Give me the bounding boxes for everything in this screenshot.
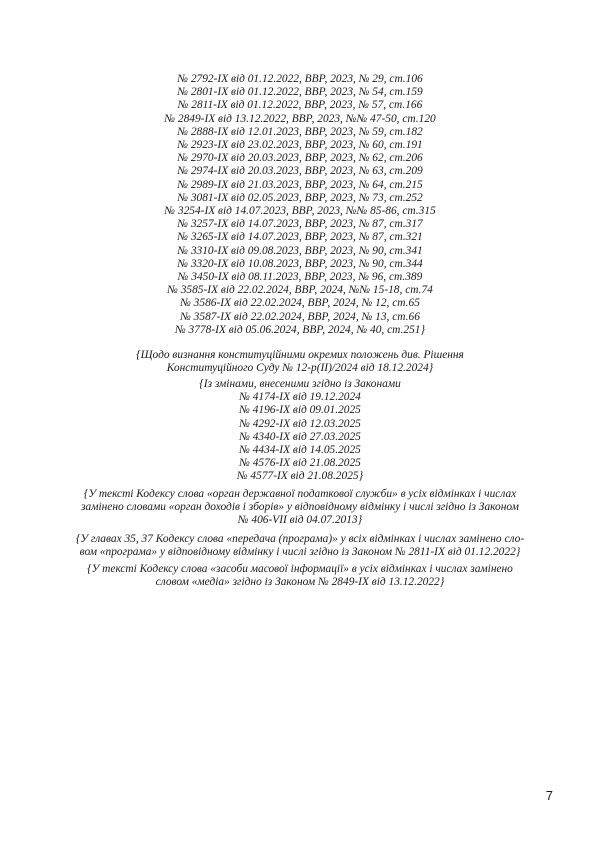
changes-law-entry: № 4196-IX від 09.01.2025 <box>239 404 361 417</box>
page-number: 7 <box>545 788 553 803</box>
note-line: {У главах 35, 37 Кодексу слова «передача (програма)» у всіх відмінках і числах замінено сло- <box>75 533 525 545</box>
amendment-entry: № 2970-IX від 20.03.2023, ВВР, 2023, № 62, ст.206 <box>177 152 423 165</box>
note-line: {Щодо визнання конституційними окремих положень див. Рішення <box>136 349 464 361</box>
amendment-entry: № 3585-IX від 22.02.2024, ВВР, 2024, №№ 15-18, ст.74 <box>167 284 433 297</box>
note-line: словом «медіа» згідно із Законом № 2849-IX від 13.12.2022} <box>155 576 445 589</box>
changes-note <box>50 378 550 484</box>
amendment-entry: № 2811-IX від 01.12.2022, ВВР, 2023, № 57, ст.166 <box>177 99 423 112</box>
amendment-entry: № 2989-IX від 21.03.2023, ВВР, 2023, № 64, ст.215 <box>177 178 423 191</box>
amendment-entry: № 3254-IX від 14.07.2023, ВВР, 2023, №№ 85-86, ст.315 <box>164 205 436 218</box>
note-line: замінено словами «орган доходів і зборів» у відповідному відмінку і числі згідно із Законом <box>81 501 519 514</box>
text-note-tax-service <box>50 488 550 528</box>
changes-heading: {Із змінами, внесеними згідно із Законами <box>199 378 401 390</box>
note-line: {У тексті Кодексу слова «орган державної податкової служби» в усіх відмінках і числах <box>83 488 517 500</box>
amendment-entry: № 3310-IX від 09.08.2023, ВВР, 2023, № 90, ст.341 <box>177 244 423 257</box>
note-line: {У тексті Кодексу слова «засоби масової інформації» в усіх відмінках і числах замінено <box>87 563 513 575</box>
changes-law-entry: № 4577-IX від 21.08.2025} <box>236 470 364 483</box>
note-line: вом «програма» у відповідному відмінку і числі згідно із Законом № 2811-IX від 01.12.2022} <box>79 546 521 559</box>
changes-law-entry: № 4434-IX від 14.05.2025 <box>239 444 361 457</box>
amendment-entry: № 2923-IX від 23.02.2023, ВВР, 2023, № 60, ст.191 <box>177 139 423 152</box>
amendment-entry: № 3320-IX від 10.08.2023, ВВР, 2023, № 90, ст.344 <box>177 257 423 270</box>
changes-law-entry: № 4576-IX від 21.08.2025 <box>239 457 361 470</box>
amendment-entry: № 2888-IX від 12.01.2023, ВВР, 2023, № 59, ст.182 <box>177 125 423 138</box>
amendment-entry: № 2849-IX від 13.12.2022, ВВР, 2023, №№ 47-50, ст.120 <box>164 112 436 125</box>
amendment-entry: № 3778-IX від 05.06.2024, ВВР, 2024, № 40, ст.251} <box>174 323 426 336</box>
changes-law-entry: № 4292-IX від 12.03.2025 <box>239 417 361 430</box>
text-note-media <box>50 563 550 589</box>
amendment-entry: № 3450-IX від 08.11.2023, ВВР, 2023, № 96, ст.389 <box>177 271 423 284</box>
amendment-entry: № 3081-IX від 02.05.2023, ВВР, 2023, № 73, ст.252 <box>177 191 423 204</box>
amendment-entry: № 3587-IX від 22.02.2024, ВВР, 2024, № 13, ст.66 <box>180 310 420 323</box>
amendment-entry: № 3265-IX від 14.07.2023, ВВР, 2023, № 87, ст.321 <box>177 231 423 244</box>
amendment-list <box>50 73 550 337</box>
changes-law-entry: № 4340-IX від 27.03.2025 <box>239 430 361 443</box>
changes-law-entry: № 4174-IX від 19.12.2024 <box>239 391 361 404</box>
amendment-entry: № 2792-IX від 01.12.2022, ВВР, 2023, № 29, ст.106 <box>177 73 423 85</box>
note-line: № 406-VII від 04.07.2013} <box>237 514 363 527</box>
amendment-entry: № 2801-IX від 01.12.2022, ВВР, 2023, № 54, ст.159 <box>177 86 423 99</box>
constitutional-court-note <box>50 349 550 375</box>
amendment-entry: № 3586-IX від 22.02.2024, ВВР, 2024, № 12, ст.65 <box>180 297 420 310</box>
note-line: Конституційного Суду № 12-р(II)/2024 від 18.12.2024} <box>166 362 434 375</box>
text-note-programme <box>50 533 550 559</box>
amendment-entry: № 3257-IX від 14.07.2023, ВВР, 2023, № 87, ст.317 <box>177 218 423 231</box>
amendment-entry: № 2974-IX від 20.03.2023, ВВР, 2023, № 63, ст.209 <box>177 165 423 178</box>
